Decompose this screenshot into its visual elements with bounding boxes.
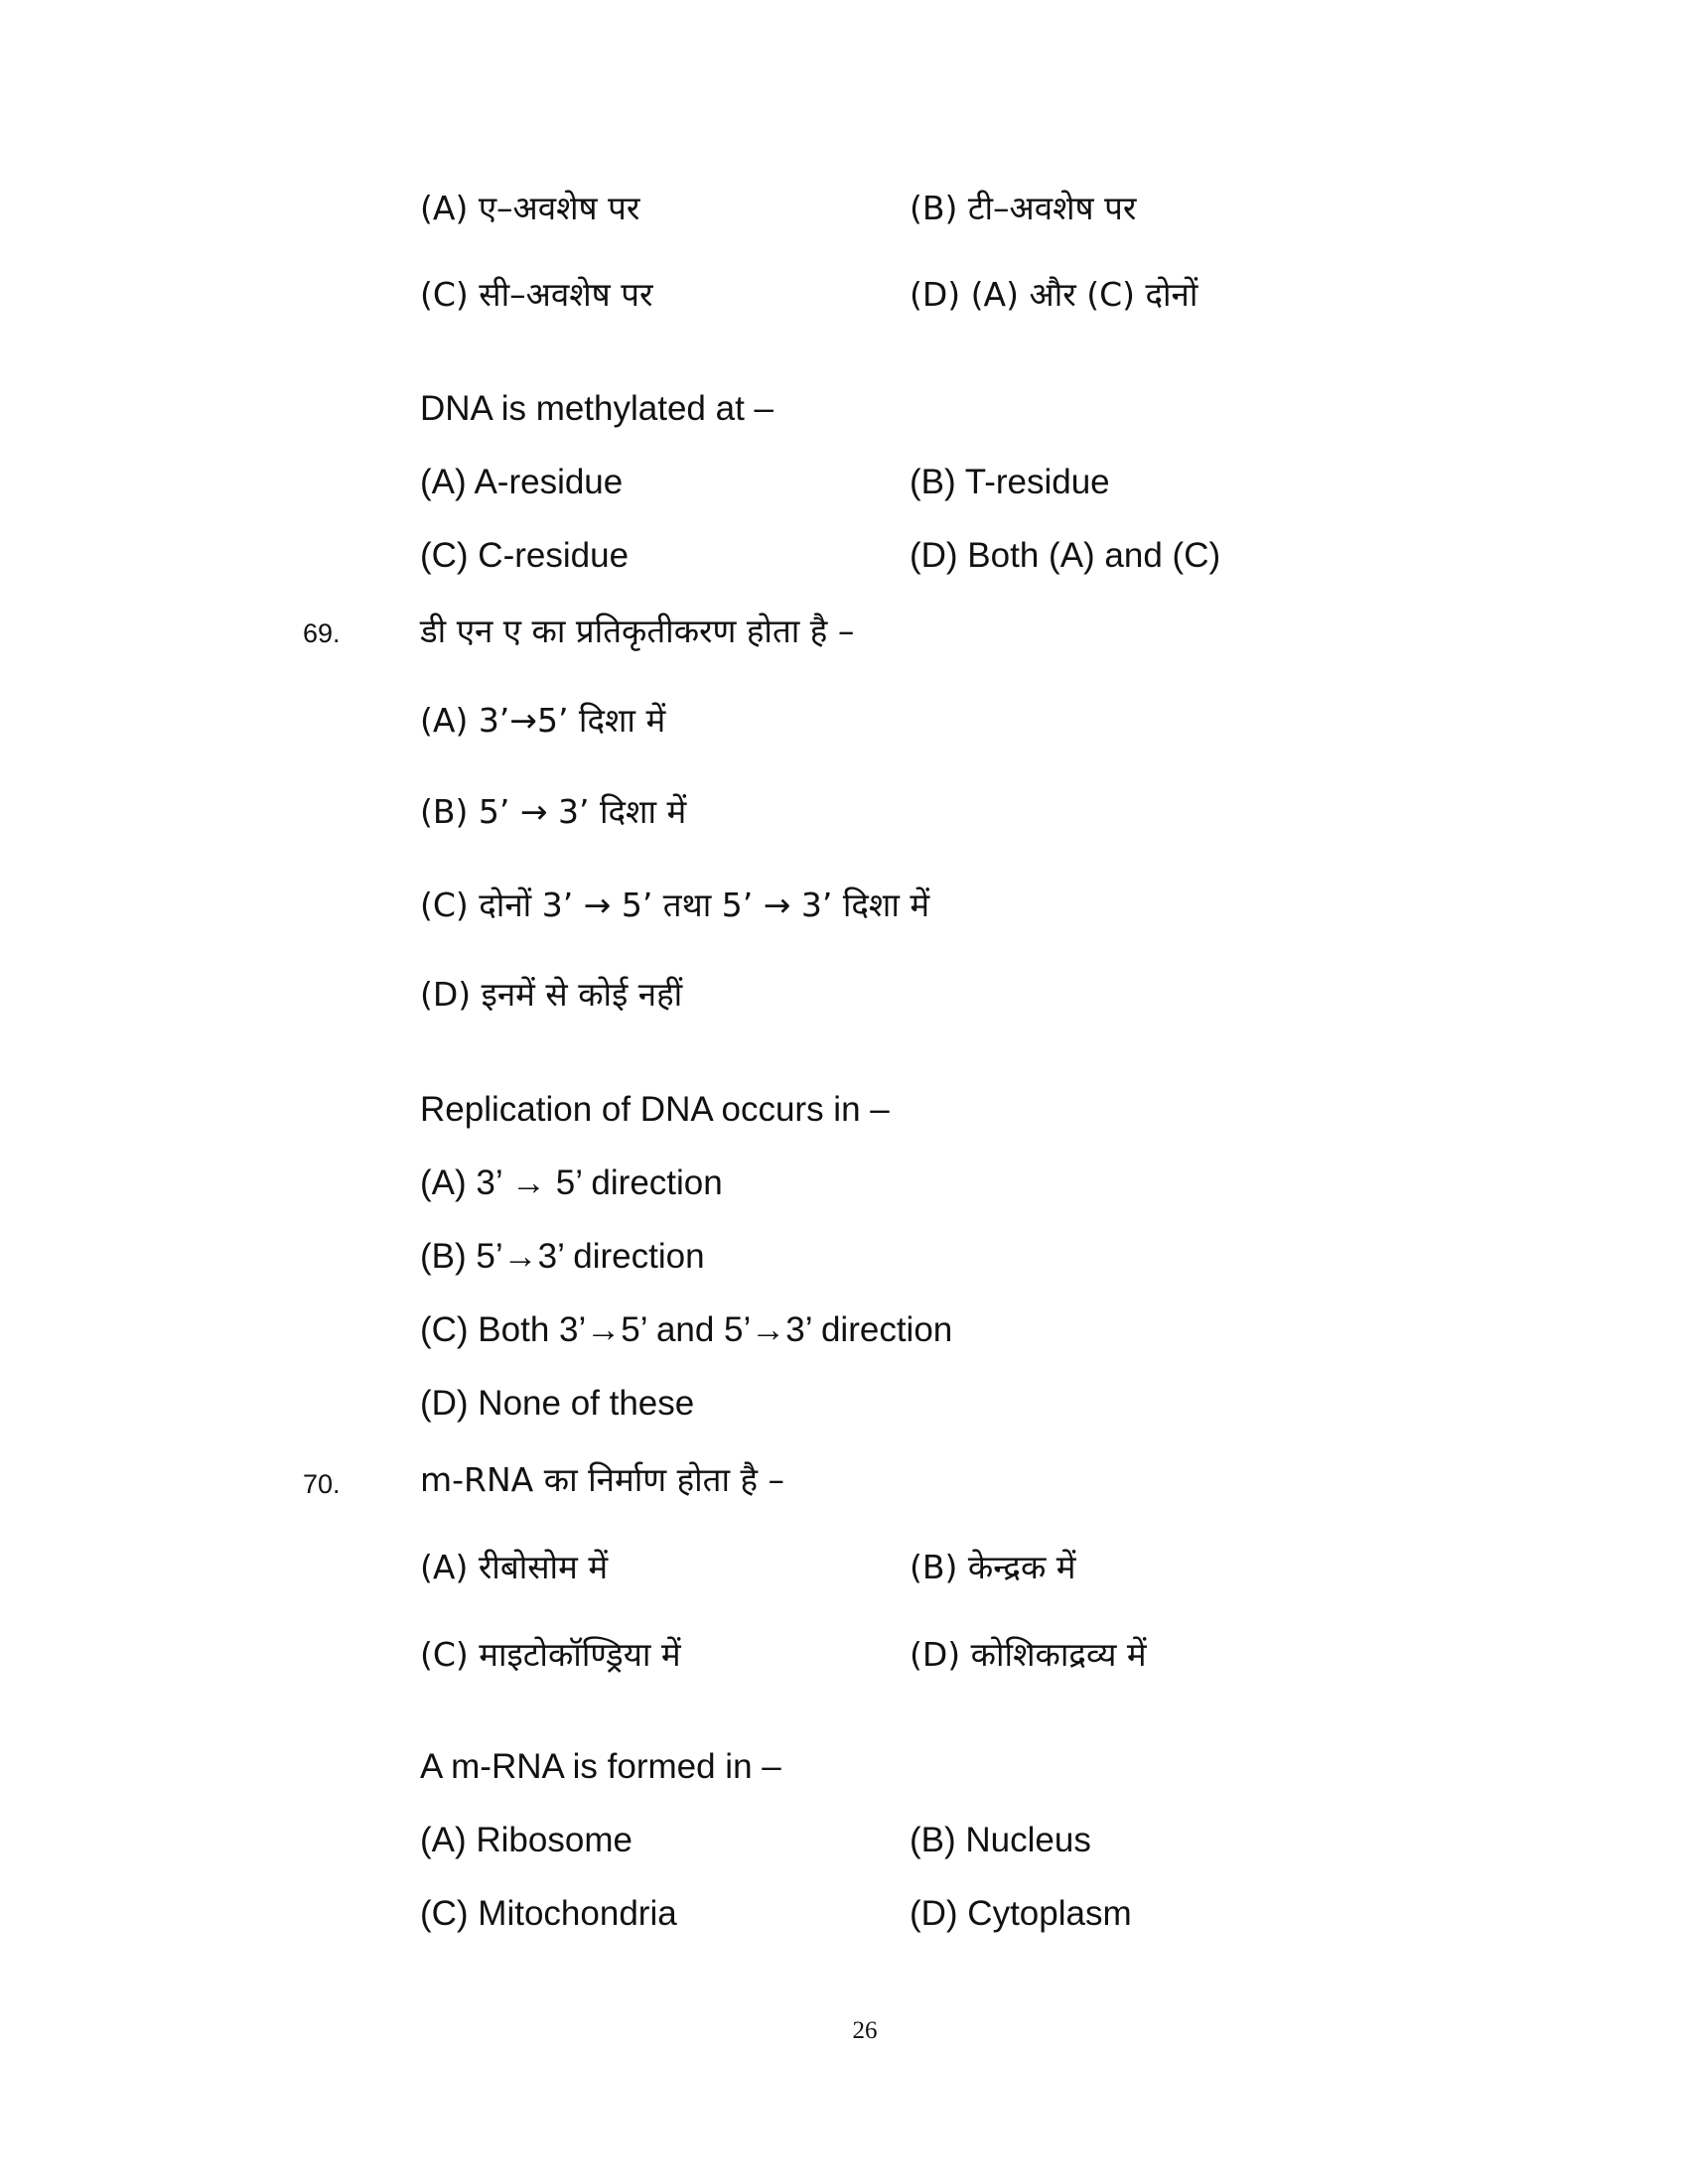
q69-hi-option-a: (A) 3’→5’ दिशा में [420, 701, 666, 740]
q69-hi-option-b: (B) 5’ → 3’ दिशा में [420, 792, 687, 831]
q69-en-option-d: (D) None of these [420, 1384, 695, 1423]
q69-en-option-c: (C) Both 3’→5’ and 5’→3’ direction [420, 1310, 953, 1349]
q69-en-question: Replication of DNA occurs in – [420, 1090, 890, 1129]
q69-hi-option-d: (D) इनमें से कोई नहीं [420, 975, 683, 1014]
q70-en-option-d: (D) Cytoplasm [910, 1894, 1132, 1933]
q70-en-option-a: (A) Ribosome [420, 1821, 633, 1859]
q70-number: 70. [303, 1469, 341, 1499]
q70-en-option-c: (C) Mitochondria [420, 1894, 677, 1933]
q70-hi-option-b: (B) केन्द्रक में [910, 1548, 1076, 1586]
q69-hi-option-c: (C) दोनों 3’ → 5’ तथा 5’ → 3’ दिशा में [420, 886, 930, 924]
q69-en-option-a: (A) 3’ → 5’ direction [420, 1163, 723, 1202]
q68-en-option-b: (B) T-residue [910, 463, 1110, 501]
q69-number: 69. [303, 618, 341, 648]
q70-en-option-b: (B) Nucleus [910, 1821, 1091, 1859]
q68-en-option-c: (C) C-residue [420, 536, 630, 575]
q68-hi-option-a: (A) ए–अवशेष पर [420, 189, 640, 227]
q68-en-option-a: (A) A-residue [420, 463, 624, 501]
q68-hi-option-b: (B) टी–अवशेष पर [910, 189, 1137, 227]
q69-hi-question: डी एन ए का प्रतिकृतीकरण होता है – [420, 612, 855, 650]
q69-en-option-b: (B) 5’→3’ direction [420, 1237, 705, 1276]
q70-en-question: A m-RNA is formed in – [420, 1747, 781, 1786]
q70-hi-option-d: (D) कोशिकाद्रव्य में [910, 1635, 1147, 1674]
q68-hi-option-c: (C) सी–अवशेष पर [420, 275, 653, 314]
q68-hi-option-d: (D) (A) और (C) दोनों [910, 275, 1198, 314]
page-number: 26 [852, 2017, 878, 2044]
q70-hi-question: m-RNA का निर्माण होता है – [420, 1460, 785, 1499]
q70-hi-option-a: (A) रीबोसोम में [420, 1548, 609, 1586]
q68-en-question: DNA is methylated at – [420, 389, 774, 428]
q70-hi-option-c: (C) माइटोकॉण्ड्रिया में [420, 1635, 681, 1674]
q68-en-option-d: (D) Both (A) and (C) [910, 536, 1221, 575]
